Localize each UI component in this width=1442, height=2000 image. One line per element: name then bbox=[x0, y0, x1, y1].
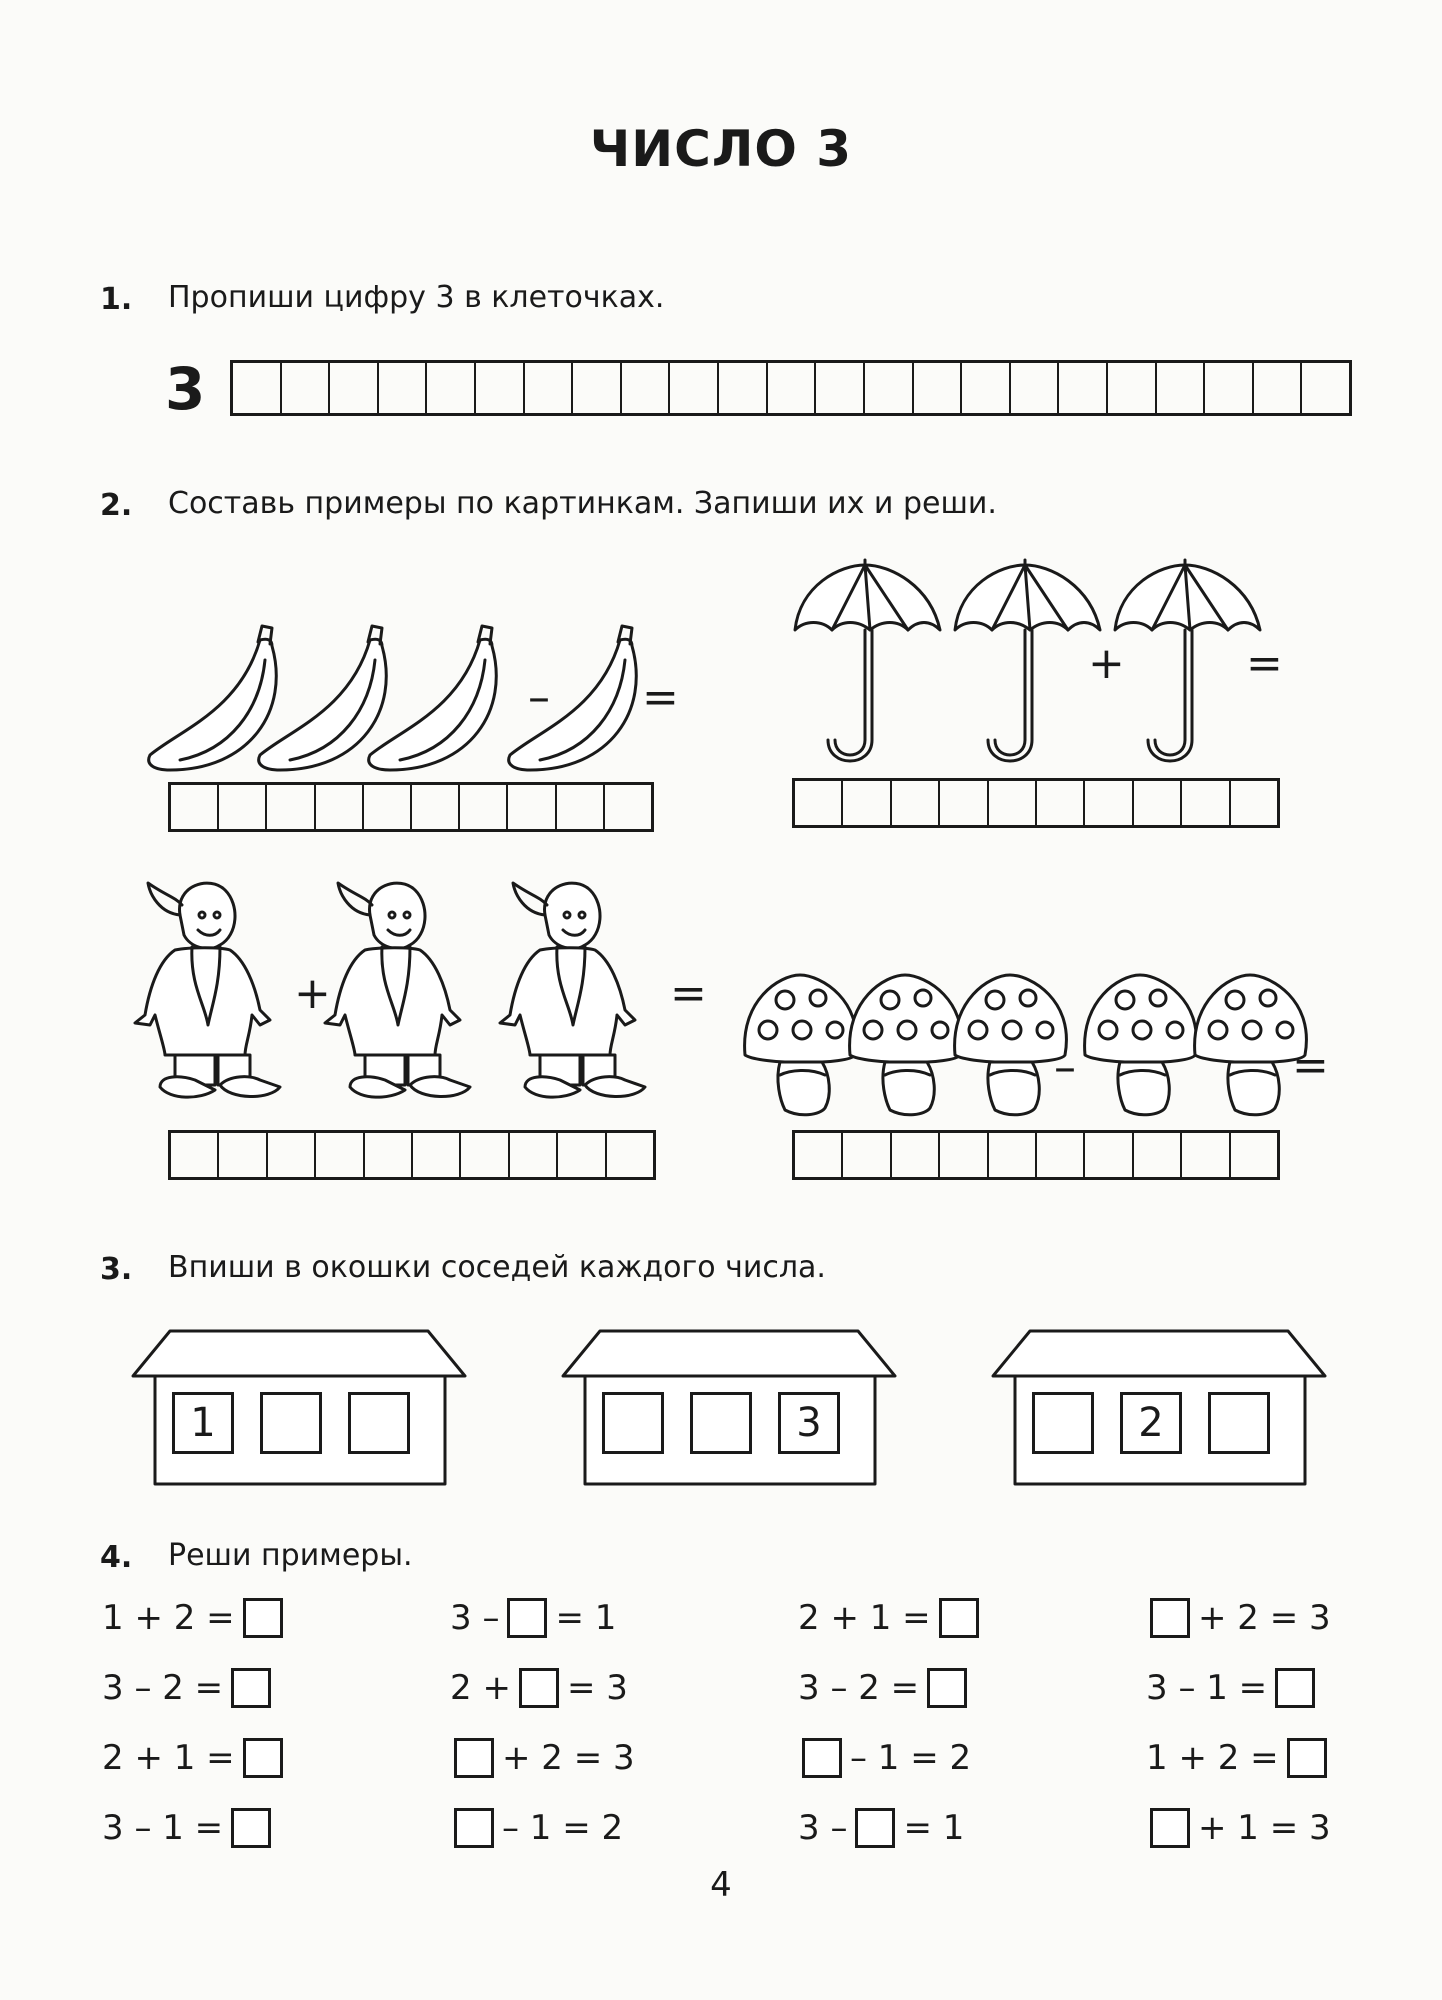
mushroom-icon bbox=[1085, 975, 1197, 1115]
example-text: 3 – 1 = bbox=[102, 1808, 224, 1848]
cell[interactable] bbox=[989, 781, 1037, 825]
cell[interactable] bbox=[171, 785, 219, 829]
cell[interactable] bbox=[1037, 781, 1085, 825]
cell[interactable] bbox=[1134, 1133, 1182, 1177]
cell[interactable] bbox=[1011, 363, 1060, 413]
example-text: 3 – 2 = bbox=[102, 1668, 224, 1708]
math-example bbox=[448, 1668, 630, 1708]
example-text: – 1 = 2 bbox=[850, 1738, 972, 1778]
cell[interactable] bbox=[1134, 781, 1182, 825]
house-window[interactable] bbox=[1208, 1392, 1270, 1454]
gnomes-operator: + bbox=[294, 968, 331, 1019]
example-text: 2 + 1 = bbox=[102, 1738, 235, 1778]
cell[interactable] bbox=[1302, 363, 1349, 413]
cell[interactable] bbox=[940, 781, 988, 825]
cell[interactable] bbox=[219, 785, 267, 829]
math-example bbox=[796, 1668, 973, 1708]
example-text: = 1 bbox=[903, 1808, 965, 1848]
cell[interactable] bbox=[622, 363, 671, 413]
gnomes-equals: = bbox=[670, 968, 707, 1019]
cell[interactable] bbox=[670, 363, 719, 413]
gnomes-answer-cells[interactable] bbox=[168, 1130, 656, 1180]
math-example bbox=[100, 1808, 277, 1848]
cell[interactable] bbox=[1231, 1133, 1277, 1177]
cell[interactable] bbox=[1059, 363, 1108, 413]
answer-box[interactable] bbox=[519, 1668, 559, 1708]
cell[interactable] bbox=[510, 1133, 558, 1177]
cell[interactable] bbox=[573, 363, 622, 413]
math-example bbox=[1144, 1598, 1333, 1638]
answer-box[interactable] bbox=[454, 1738, 494, 1778]
cell[interactable] bbox=[719, 363, 768, 413]
bananas-operator: – bbox=[528, 672, 550, 723]
math-example bbox=[1144, 1738, 1333, 1778]
cell[interactable] bbox=[795, 781, 843, 825]
umbrella-icon bbox=[795, 560, 940, 761]
house-window[interactable] bbox=[348, 1392, 410, 1454]
bananas-answer-cells[interactable] bbox=[168, 782, 654, 832]
example-text: 2 + bbox=[450, 1668, 511, 1708]
cell[interactable] bbox=[1157, 363, 1206, 413]
example-text: 3 – bbox=[450, 1598, 500, 1638]
cell[interactable] bbox=[427, 363, 476, 413]
umbrellas-equals: = bbox=[1246, 638, 1283, 689]
answer-box[interactable] bbox=[243, 1738, 283, 1778]
house-window[interactable] bbox=[602, 1392, 664, 1454]
cell[interactable] bbox=[1231, 781, 1277, 825]
cell[interactable] bbox=[316, 1133, 364, 1177]
cell[interactable] bbox=[461, 1133, 509, 1177]
cell[interactable] bbox=[1037, 1133, 1085, 1177]
example-text: 1 + 2 = bbox=[102, 1598, 235, 1638]
gnome-icon bbox=[325, 883, 470, 1097]
math-example bbox=[1144, 1808, 1333, 1848]
math-example bbox=[448, 1598, 618, 1638]
math-example bbox=[100, 1668, 277, 1708]
cell[interactable] bbox=[1108, 363, 1157, 413]
answer-box[interactable] bbox=[1275, 1668, 1315, 1708]
cell[interactable] bbox=[1085, 1133, 1133, 1177]
answer-box[interactable] bbox=[1150, 1808, 1190, 1848]
mushrooms-picture bbox=[740, 970, 1300, 1120]
math-example bbox=[796, 1808, 966, 1848]
example-text: – 1 = 2 bbox=[502, 1808, 624, 1848]
cell[interactable] bbox=[219, 1133, 267, 1177]
bananas-picture bbox=[140, 620, 660, 780]
house-window: 1 bbox=[172, 1392, 234, 1454]
answer-box[interactable] bbox=[1287, 1738, 1327, 1778]
cell[interactable] bbox=[843, 1133, 891, 1177]
cell[interactable] bbox=[989, 1133, 1037, 1177]
cell[interactable] bbox=[267, 785, 315, 829]
cell[interactable] bbox=[892, 1133, 940, 1177]
cell[interactable] bbox=[316, 785, 364, 829]
task-1-number: 1. bbox=[100, 282, 133, 317]
answer-box[interactable] bbox=[1150, 1598, 1190, 1638]
task-4-text: Реши примеры. bbox=[168, 1538, 413, 1573]
cell[interactable] bbox=[557, 785, 605, 829]
answer-box[interactable] bbox=[927, 1668, 967, 1708]
cell[interactable] bbox=[768, 363, 817, 413]
cell[interactable] bbox=[558, 1133, 606, 1177]
umbrellas-picture bbox=[790, 560, 1270, 770]
cell[interactable] bbox=[940, 1133, 988, 1177]
math-example bbox=[1144, 1668, 1321, 1708]
task-2-text: Составь примеры по картинкам. Запиши их и реши. bbox=[168, 486, 997, 521]
cell[interactable] bbox=[1182, 1133, 1230, 1177]
cell[interactable] bbox=[605, 785, 651, 829]
cell[interactable] bbox=[476, 363, 525, 413]
cell[interactable] bbox=[171, 1133, 219, 1177]
example-text: + 2 = 3 bbox=[1198, 1598, 1331, 1638]
gnome-icon bbox=[135, 883, 280, 1097]
example-text: 3 – 1 = bbox=[1146, 1668, 1268, 1708]
answer-box[interactable] bbox=[243, 1598, 283, 1638]
math-example bbox=[100, 1738, 289, 1778]
example-text: 1 + 2 = bbox=[1146, 1738, 1279, 1778]
cell[interactable] bbox=[460, 785, 508, 829]
banana-icon bbox=[149, 626, 277, 770]
cell[interactable] bbox=[233, 363, 282, 413]
example-text: 3 – 2 = bbox=[798, 1668, 920, 1708]
house-window[interactable] bbox=[260, 1392, 322, 1454]
cell[interactable] bbox=[914, 363, 963, 413]
gnomes-picture bbox=[120, 875, 680, 1115]
cell[interactable] bbox=[412, 785, 460, 829]
house-window[interactable] bbox=[1032, 1392, 1094, 1454]
answer-box[interactable] bbox=[454, 1808, 494, 1848]
cell[interactable] bbox=[795, 1133, 843, 1177]
math-example bbox=[448, 1738, 637, 1778]
house-window: 3 bbox=[778, 1392, 840, 1454]
digit-sample: 3 bbox=[165, 355, 206, 423]
gnome-icon bbox=[500, 883, 645, 1097]
writing-cells-row[interactable] bbox=[230, 360, 1352, 416]
answer-box[interactable] bbox=[939, 1598, 979, 1638]
umbrellas-operator: + bbox=[1088, 638, 1125, 689]
cell[interactable] bbox=[1205, 363, 1254, 413]
cell[interactable] bbox=[892, 781, 940, 825]
example-text: = 3 bbox=[566, 1668, 628, 1708]
task-3-number: 3. bbox=[100, 1252, 133, 1287]
example-text: 3 – bbox=[798, 1808, 848, 1848]
task-1-text: Пропиши цифру 3 в клеточках. bbox=[168, 280, 665, 315]
cell[interactable] bbox=[607, 1133, 653, 1177]
mushroom-icon bbox=[850, 975, 962, 1115]
cell[interactable] bbox=[962, 363, 1011, 413]
cell[interactable] bbox=[1254, 363, 1303, 413]
banana-icon bbox=[259, 626, 387, 770]
cell[interactable] bbox=[413, 1133, 461, 1177]
umbrella-icon bbox=[1115, 560, 1260, 761]
cell[interactable] bbox=[843, 781, 891, 825]
task-4-number: 4. bbox=[100, 1540, 133, 1575]
bananas-equals: = bbox=[642, 672, 679, 723]
house-window[interactable] bbox=[690, 1392, 752, 1454]
cell[interactable] bbox=[816, 363, 865, 413]
task-3-text: Впиши в окошки соседей каждого числа. bbox=[168, 1250, 826, 1285]
page-number: 4 bbox=[710, 1865, 732, 1905]
page-title: ЧИСЛО 3 bbox=[589, 120, 853, 178]
cell[interactable] bbox=[525, 363, 574, 413]
mushroom-icon bbox=[745, 975, 857, 1115]
cell[interactable] bbox=[365, 1133, 413, 1177]
cell[interactable] bbox=[1182, 781, 1230, 825]
mushroom-icon bbox=[1195, 975, 1307, 1115]
example-text: + 2 = 3 bbox=[502, 1738, 635, 1778]
cell[interactable] bbox=[379, 363, 428, 413]
cell[interactable] bbox=[330, 363, 379, 413]
banana-icon bbox=[369, 626, 497, 770]
math-example bbox=[796, 1598, 985, 1638]
cell[interactable] bbox=[282, 363, 331, 413]
math-example bbox=[448, 1808, 625, 1848]
mushrooms-operator: – bbox=[1054, 1042, 1076, 1093]
umbrellas-answer-cells[interactable] bbox=[792, 778, 1280, 828]
task-2-number: 2. bbox=[100, 488, 133, 523]
answer-box[interactable] bbox=[231, 1808, 271, 1848]
cell[interactable] bbox=[364, 785, 412, 829]
math-example bbox=[796, 1738, 973, 1778]
answer-box[interactable] bbox=[802, 1738, 842, 1778]
mushrooms-equals: = bbox=[1292, 1040, 1329, 1091]
example-text: = 1 bbox=[555, 1598, 617, 1638]
cell[interactable] bbox=[1085, 781, 1133, 825]
math-example bbox=[100, 1598, 289, 1638]
example-text: 2 + 1 = bbox=[798, 1598, 931, 1638]
cell[interactable] bbox=[268, 1133, 316, 1177]
mushrooms-answer-cells[interactable] bbox=[792, 1130, 1280, 1180]
umbrella-icon bbox=[955, 560, 1100, 761]
example-text: + 1 = 3 bbox=[1198, 1808, 1331, 1848]
answer-box[interactable] bbox=[231, 1668, 271, 1708]
cell[interactable] bbox=[508, 785, 556, 829]
answer-box[interactable] bbox=[507, 1598, 547, 1638]
house-window: 2 bbox=[1120, 1392, 1182, 1454]
cell[interactable] bbox=[865, 363, 914, 413]
mushroom-icon bbox=[955, 975, 1067, 1115]
answer-box[interactable] bbox=[855, 1808, 895, 1848]
